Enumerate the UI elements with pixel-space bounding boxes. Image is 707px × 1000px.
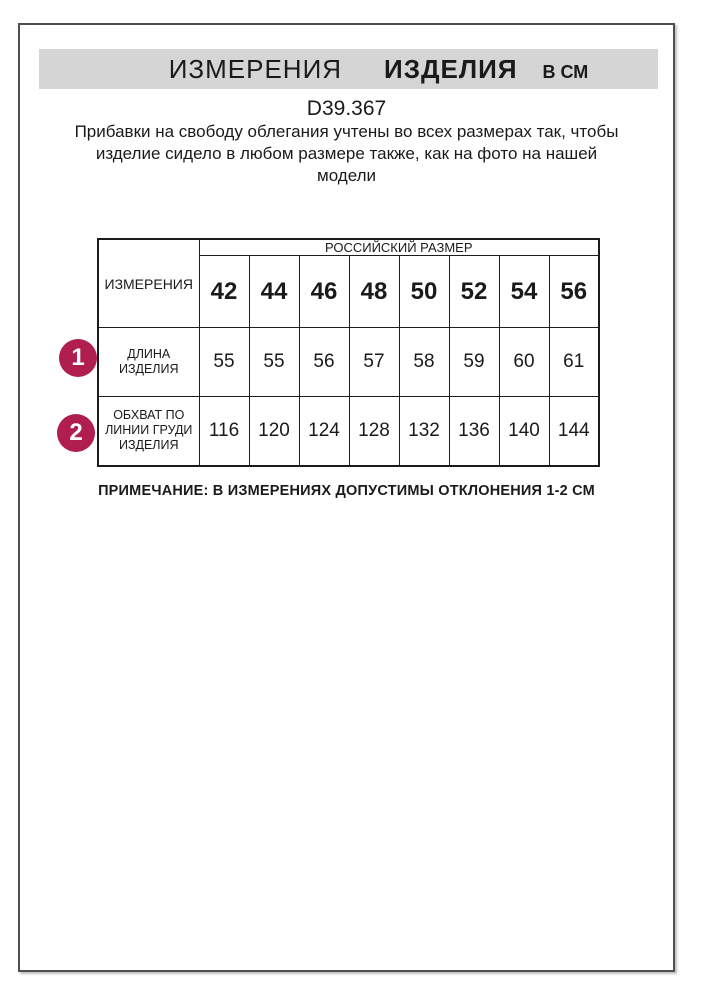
row-label-line: ДЛИНА xyxy=(127,347,171,361)
size-header-cell: 44 xyxy=(249,256,299,328)
spec-sheet-page xyxy=(18,23,675,972)
row-label-cell xyxy=(98,397,199,466)
title-unit: В СМ xyxy=(542,61,589,82)
title-measurements: ИЗМЕРЕНИЯ xyxy=(168,53,343,84)
value-cell: 58 xyxy=(399,328,449,397)
value-cell: 56 xyxy=(299,328,349,397)
row-label-line: ЛИНИИ ГРУДИ xyxy=(105,423,193,438)
size-chart-table xyxy=(97,238,600,467)
value-cell: 132 xyxy=(399,397,449,466)
value-cell: 128 xyxy=(349,397,399,466)
size-header-cell: 50 xyxy=(399,256,449,328)
value-cell: 55 xyxy=(249,328,299,397)
table-row-length xyxy=(98,328,599,397)
value-cell: 60 xyxy=(499,328,549,397)
size-header-cell: 56 xyxy=(549,256,599,328)
size-header-cell: 48 xyxy=(349,256,399,328)
size-header-cell: 52 xyxy=(449,256,499,328)
value-cell: 144 xyxy=(549,397,599,466)
value-cell: 55 xyxy=(199,328,249,397)
size-header-cell: 54 xyxy=(499,256,549,328)
row-label-cell xyxy=(98,328,199,397)
product-code: D39.367 xyxy=(306,97,387,120)
value-cell: 120 xyxy=(249,397,299,466)
size-header-cell: 46 xyxy=(299,256,349,328)
group-header-cell: РОССИЙСКИЙ РАЗМЕР xyxy=(199,239,599,256)
row-label-line: ИЗДЕЛИЯ xyxy=(118,438,179,453)
description-line: изделие сидело в любом размере также, как на фото на нашей xyxy=(95,144,598,163)
fit-description xyxy=(20,121,673,187)
row-label-line: ИЗДЕЛИЯ xyxy=(118,362,179,376)
row-number-badge-1: 1 xyxy=(59,339,97,377)
row-number-badge-2: 2 xyxy=(57,414,95,452)
value-cell: 140 xyxy=(499,397,549,466)
value-cell: 59 xyxy=(449,328,499,397)
title-bar xyxy=(39,49,658,89)
page-title xyxy=(169,54,589,85)
description-line: Прибавки на свободу облегания учтены во всех размерах так, чтобы xyxy=(74,122,619,141)
value-cell: 124 xyxy=(299,397,349,466)
value-cell: 136 xyxy=(449,397,499,466)
description-line: модели xyxy=(317,166,376,185)
value-cell: 116 xyxy=(199,397,249,466)
size-header-cell: 42 xyxy=(199,256,249,328)
value-cell: 61 xyxy=(549,328,599,397)
table-row-chest xyxy=(98,397,599,466)
row-label-line: ОБХВАТ ПО xyxy=(113,408,185,423)
value-cell: 57 xyxy=(349,328,399,397)
corner-header-cell: ИЗМЕРЕНИЯ xyxy=(98,239,199,328)
title-product: ИЗДЕЛИЯ xyxy=(384,53,518,84)
tolerance-note: ПРИМЕЧАНИЕ: В ИЗМЕРЕНИЯХ ДОПУСТИМЫ ОТКЛОНЕНИЯ 1-2 СМ xyxy=(98,483,595,499)
group-header-row xyxy=(98,239,599,256)
